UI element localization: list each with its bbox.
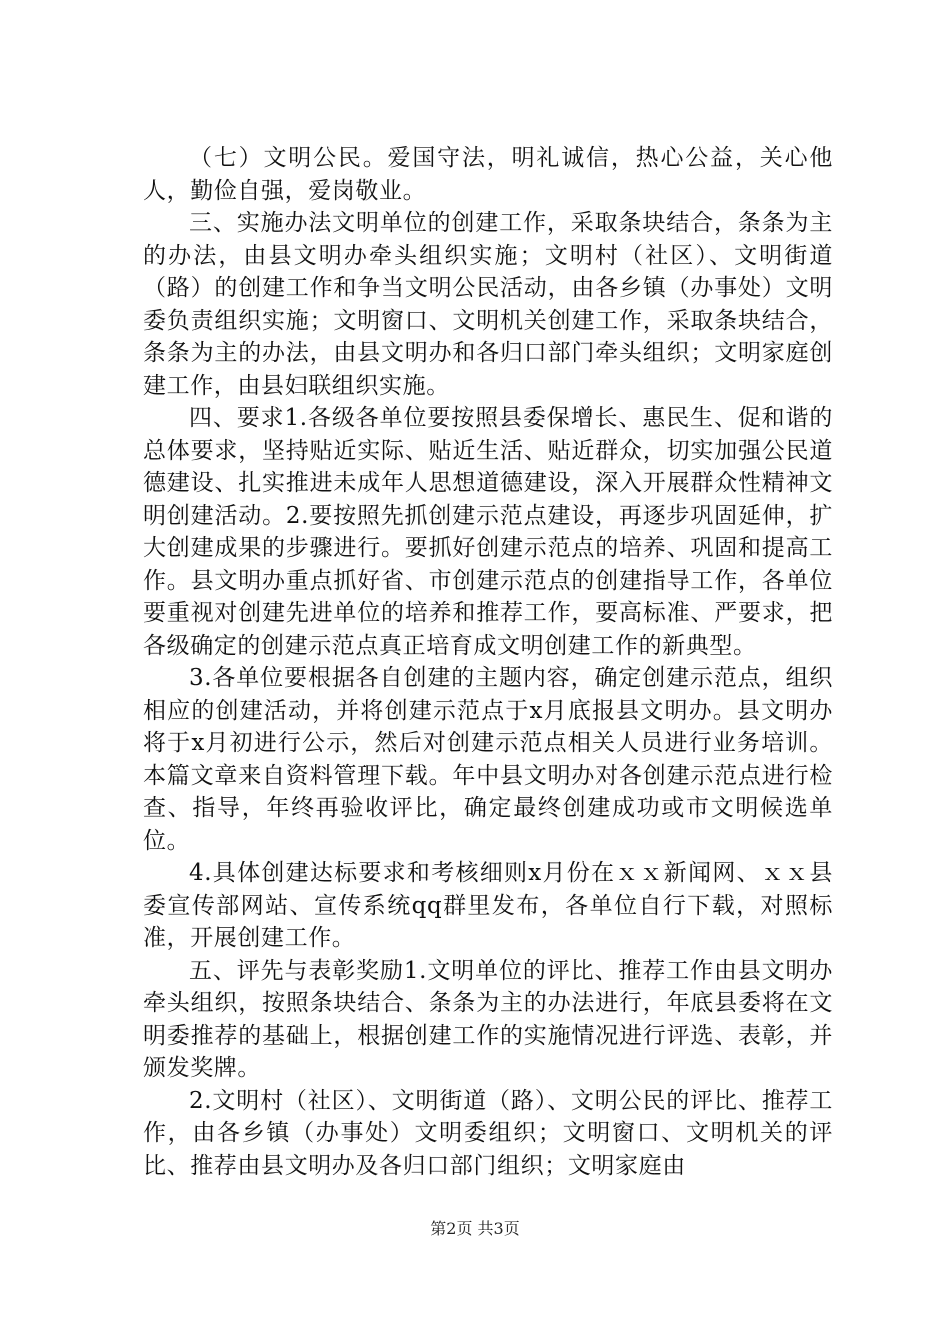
- paragraph-evaluation: 五、评先与表彰奖励1.文明单位的评比、推荐工作由县文明办牵头组织，按照条块结合、条条为主的办法进行，年底县委将在文明委推荐的基础上，根据创建工作的实施情况进行评选、表彰，并颁发奖牌。: [143, 957, 833, 1081]
- document-body: [143, 142, 833, 1182]
- paragraph-requirement-4: 4.具体创建达标要求和考核细则x月份在ｘｘ新闻网、ｘｘ县委宣传部网站、宣传系统qq群里发布，各单位自行下载，对照标准，开展创建工作。: [143, 860, 833, 951]
- paragraph-civilized-citizen: （七）文明公民。爱国守法，明礼诚信，热心公益，关心他人，勤俭自强，爱岗敬业。: [143, 145, 833, 204]
- paragraph-evaluation-2: 2.文明村（社区）、文明街道（路）、文明公民的评比、推荐工作，由各乡镇（办事处）文明委组织；文明窗口、文明机关的评比、推荐由县文明办及各归口部门组织；文明家庭由: [143, 1087, 833, 1179]
- page-number-footer: 第2页 共3页: [430, 1219, 520, 1238]
- paragraph-requirement-3: 3.各单位要根据各自创建的主题内容，确定创建示范点，组织相应的创建活动，并将创建示范点于x月底报县文明办。县文明办将于x月初进行公示，然后对创建示范点相关人员进行业务培训。本篇文章来自资料管理下载。年中县文明办对各创建示范点进行检查、指导，年终再验收评比，确定最终创建成功或市文明候选单位。: [143, 665, 833, 854]
- paragraph-implementation: 三、实施办法文明单位的创建工作，采取条块结合，条条为主的办法，由县文明办牵头组织实施；文明村（社区）、文明街道（路）的创建工作和争当文明公民活动，由各乡镇（办事处）文明委负责组织实施；文明窗口、文明机关创建工作，采取条块结合，条条为主的办法，由县文明办和各归口部门牵头组织；文明家庭创建工作，由县妇联组织实施。: [143, 210, 833, 399]
- paragraph-requirements: 四、要求1.各级各单位要按照县委保增长、惠民生、促和谐的总体要求，坚持贴近实际、贴近生活、贴近群众，切实加强公民道德建设、扎实推进未成年人思想道德建设，深入开展群众性精神文明创建活动。2.要按照先抓创建示范点建设，再逐步巩固延伸，扩大创建成果的步骤进行。要抓好创建示范点的培养、巩固和提高工作。县文明办重点抓好省、市创建示范点的创建指导工作，各单位要重视对创建先进单位的培养和推荐工作，要高标准、严要求，把各级确定的创建示范点真正培育成文明创建工作的新典型。: [143, 405, 833, 659]
